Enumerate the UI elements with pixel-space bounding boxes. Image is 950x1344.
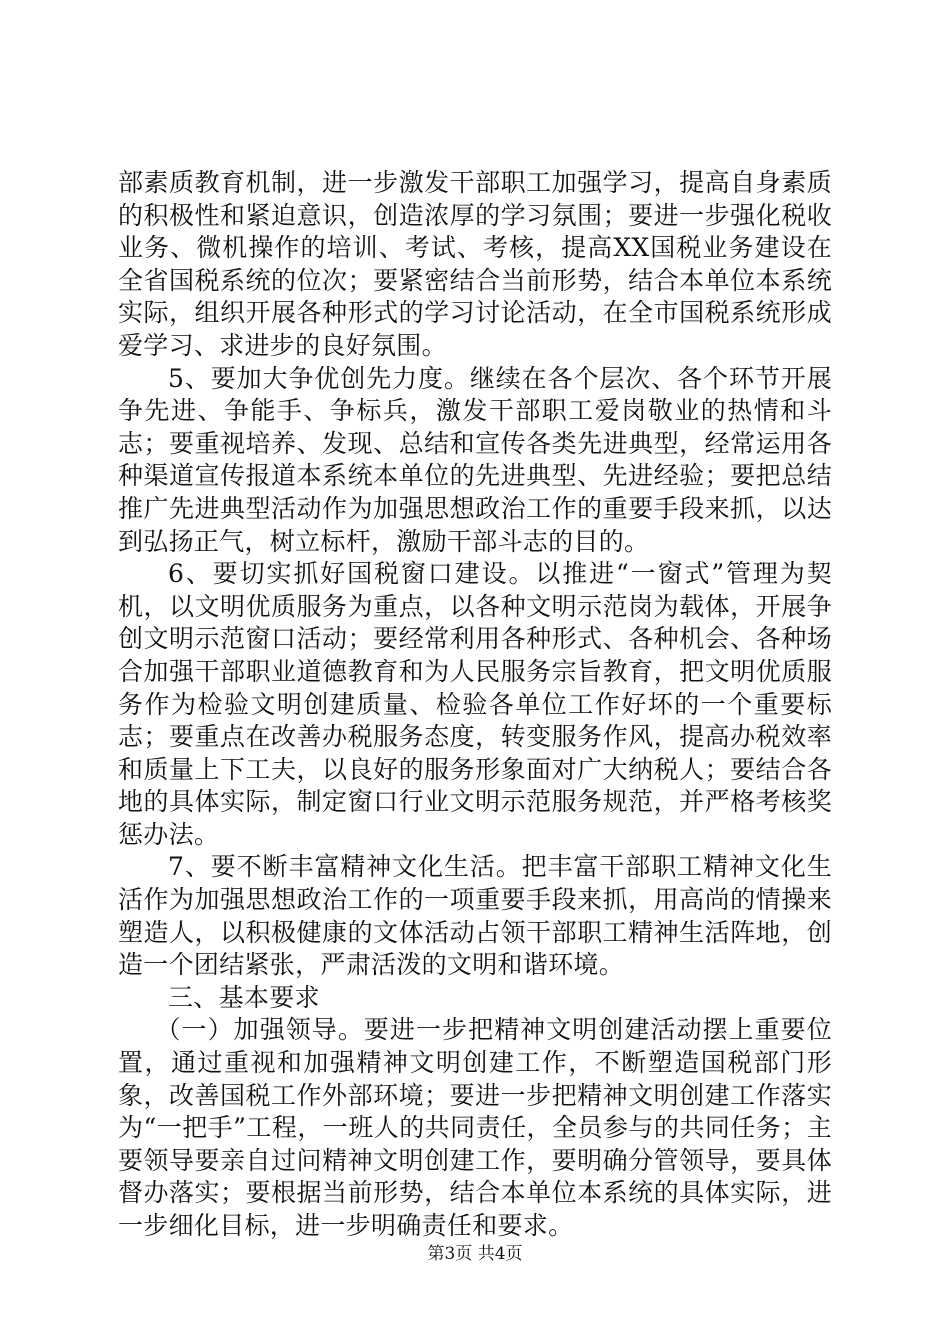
paragraph-item-7: 7、要不断丰富精神文化生活。把丰富干部职工精神文化生活作为加强思想政治工作的一项重要手段来抓，用高尚的情操来塑造人，以积极健康的文体活动占领干部职工精神生活阵地，创造一个团结紧张，严肃活泼的文明和谐环境。 [118, 852, 832, 980]
paragraph-strengthen-leadership: （一）加强领导。要进一步把精神文明创建活动摆上重要位置，通过重视和加强精神文明创建工作，不断塑造国税部门形象，改善国税工作外部环境；要进一步把精神文明创建工作落实为“一把手”工程，一班人的共同责任，全员参与的共同任务；主要领导要亲自过问精神文明创建工作，要明确分管领导，要具体督办落实；要根据当前形势，结合本单位本系统的具体实际，进一步细化目标，进一步明确责任和要求。 [118, 1015, 832, 1240]
paragraph-education-continuation: 部素质教育机制，进一步激发干部职工加强学习，提高自身素质的积极性和紧迫意识，创造浓厚的学习氛围；要进一步强化税收业务、微机操作的培训、考试、考核，提高XX国税业务建设在全省国税系统的位次；要紧密结合当前形势，结合本单位本系统实际，组织开展各种形式的学习讨论活动，在全市国税系统形成爱学习、求进步的良好氛围。 [118, 168, 832, 360]
paragraph-item-6: 6、要切实抓好国税窗口建设。以推进“一窗式”管理为契机，以文明优质服务为重点，以各种文明示范岗为载体，开展争创文明示范窗口活动；要经常利用各种形式、各种机会、各种场合加强干部职业道德教育和为人民服务宗旨教育，把文明优质服务作为检验文明创建质量、检验各单位工作好坏的一个重要标志；要重点在改善办税服务态度，转变服务作风，提高办税效率和质量上下工夫，以良好的服务形象面对广大纳税人；要结合各地的具体实际，制定窗口行业文明示范服务规范，并严格考核奖惩办法。 [118, 559, 832, 849]
section-heading-basic-requirements: 三、基本要求 [168, 982, 320, 1012]
paragraph-item-5: 5、要加大争优创先力度。继续在各个层次、各个环节开展争先进、争能手、争标兵，激发干部职工爱岗敬业的热情和斗志；要重视培养、发现、总结和宣传各类先进典型，经常运用各种渠道宣传报道本系统本单位的先进典型、先进经验；要把总结推广先进典型活动作为加强思想政治工作的重要手段来抓，以达到弘扬正气，树立标杆，激励干部斗志的目的。 [118, 363, 832, 556]
document-body [118, 167, 832, 1243]
page-number-footer: 第3页 共4页 [427, 1244, 523, 1264]
